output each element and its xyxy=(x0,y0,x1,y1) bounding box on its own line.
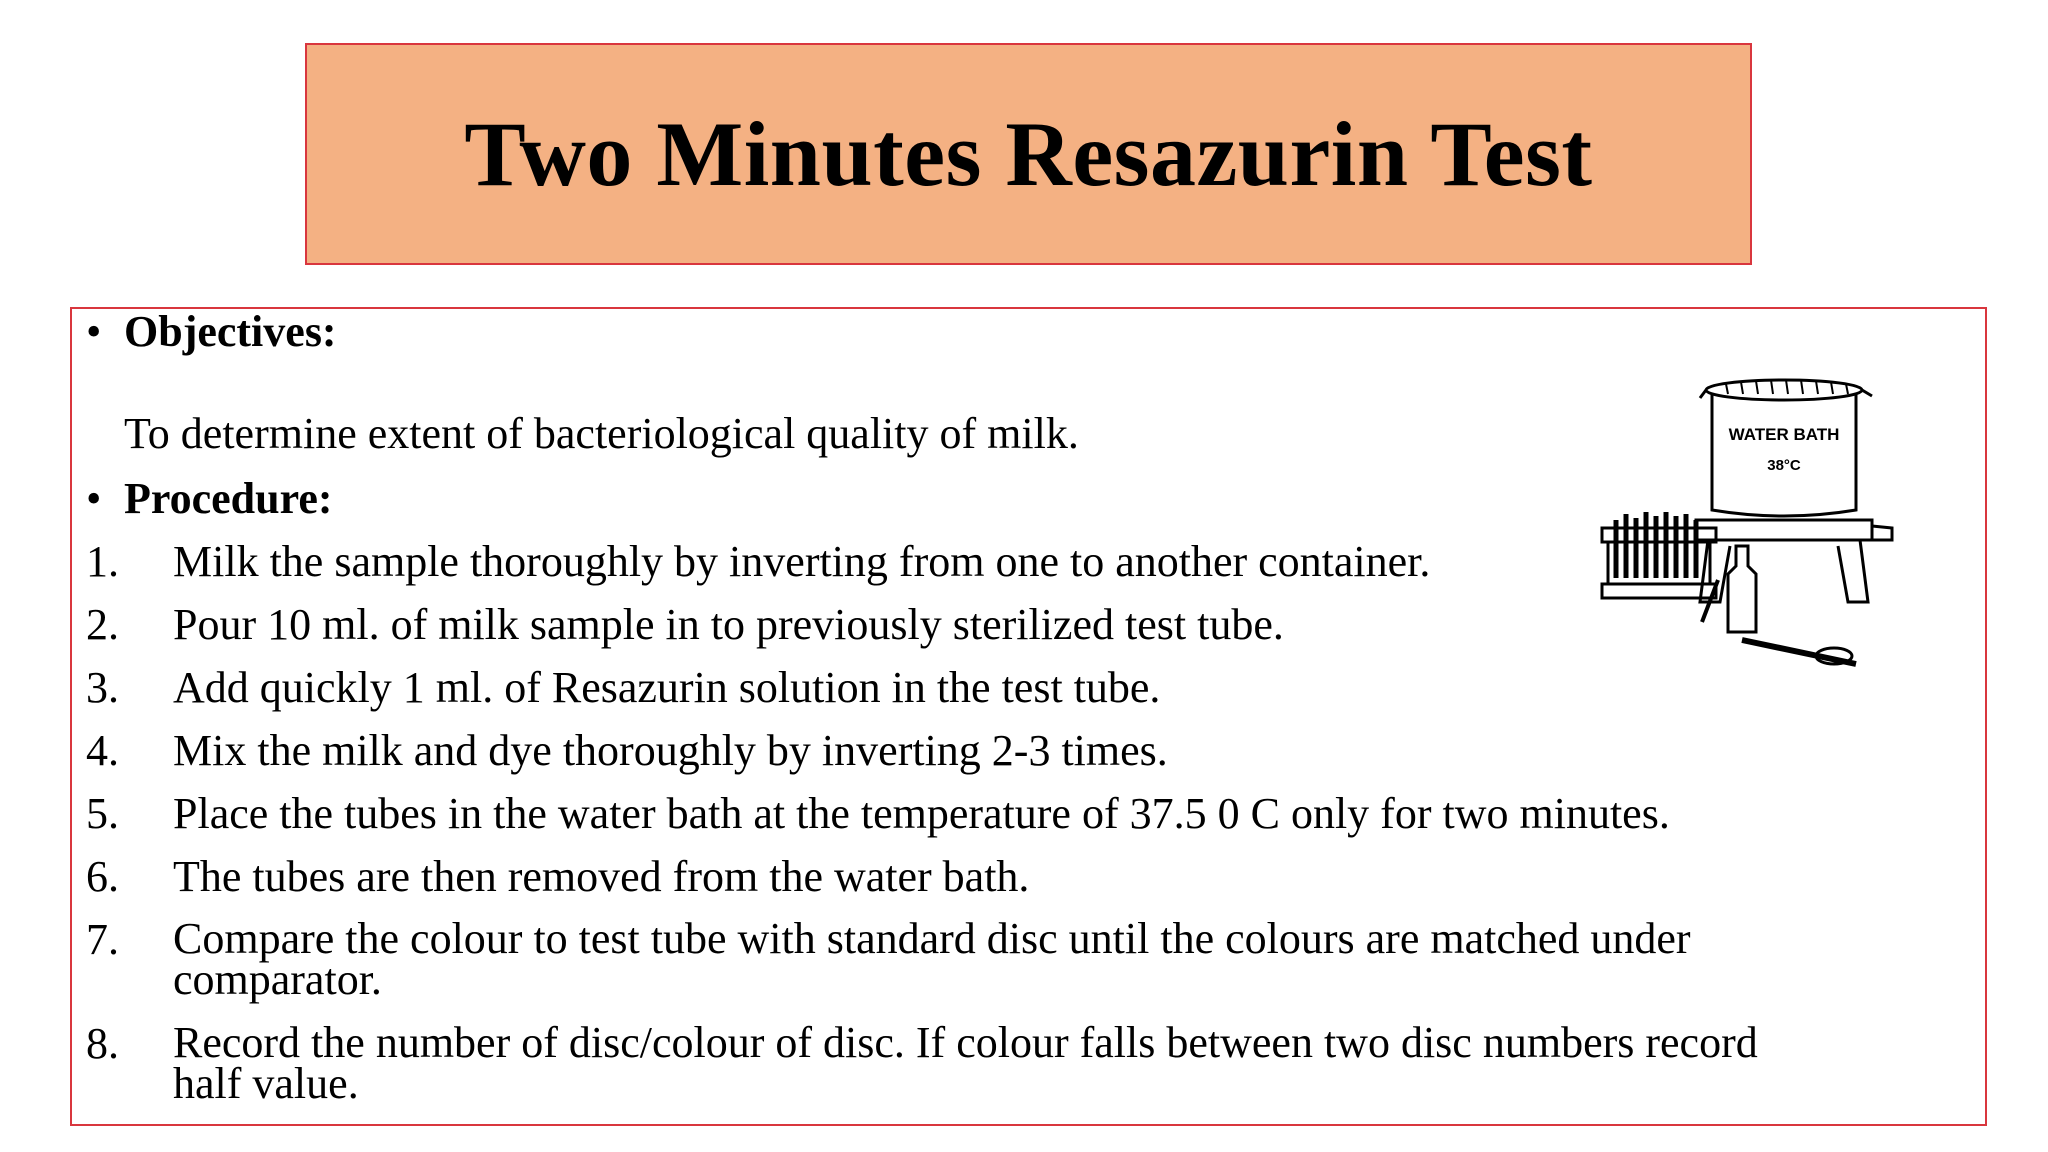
bullet-procedure: • xyxy=(86,474,102,523)
step-number: 7. xyxy=(86,915,119,964)
procedure-heading: Procedure: xyxy=(124,474,333,523)
step-number: 5. xyxy=(86,789,119,838)
step-text-line: Compare the colour to test tube with standard disc until the colours are matched under xyxy=(173,914,1691,963)
step-number: 2. xyxy=(86,600,119,649)
step-text: Add quickly 1 ml. of Resazurin solution in the test tube. xyxy=(173,663,1161,712)
water-bath-illustration xyxy=(1596,370,1936,670)
step-text-line: Record the number of disc/colour of disc. If colour falls between two disc numbers record xyxy=(173,1018,1758,1067)
title-box xyxy=(305,43,1752,265)
water-bath-label: WATER BATH xyxy=(1728,425,1840,444)
step-number: 1. xyxy=(86,537,119,586)
bullet-objectives: • xyxy=(86,307,102,356)
step-text: Mix the milk and dye thoroughly by inverting 2-3 times. xyxy=(173,726,1168,775)
step-text-line: comparator. xyxy=(173,955,382,1004)
step-text: Pour 10 ml. of milk sample in to previously sterilized test tube. xyxy=(173,600,1284,649)
water-bath-temperature: 38°C xyxy=(1767,457,1801,474)
step-number: 8. xyxy=(86,1019,119,1068)
step-text: Place the tubes in the water bath at the temperature of 37.5 0 C only for two minutes. xyxy=(173,789,1670,838)
step-text xyxy=(173,914,1691,1004)
objectives-text: To determine extent of bacteriological quality of milk. xyxy=(124,409,1079,458)
step-number: 6. xyxy=(86,852,119,901)
objectives-heading: Objectives: xyxy=(124,307,337,356)
step-number: 4. xyxy=(86,726,119,775)
step-text: The tubes are then removed from the water bath. xyxy=(173,852,1030,901)
slide-title: Two Minutes Resazurin Test xyxy=(464,103,1593,205)
step-text-line: half value. xyxy=(173,1059,359,1108)
step-text xyxy=(173,1018,1758,1108)
step-number: 3. xyxy=(86,663,119,712)
step-text: Milk the sample thoroughly by inverting from one to another container. xyxy=(173,537,1431,586)
